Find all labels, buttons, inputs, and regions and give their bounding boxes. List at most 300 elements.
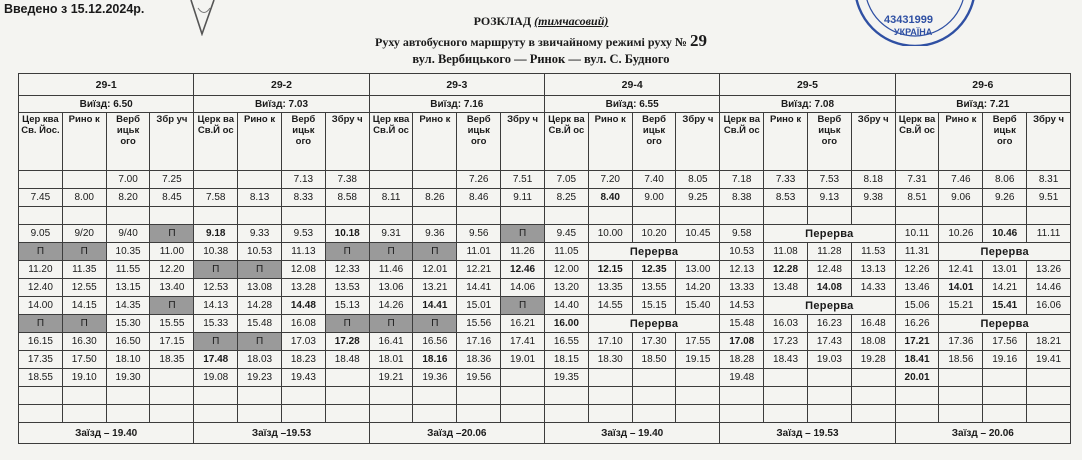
- time-cell: 14.00: [19, 297, 63, 315]
- time-cell: 8.51: [895, 189, 939, 207]
- time-cell: 7.00: [106, 171, 150, 189]
- time-cell: 11.13: [281, 243, 325, 261]
- time-cell: 12.33: [325, 261, 369, 279]
- time-cell: [939, 387, 983, 405]
- end-time: Заїзд –19.53: [194, 423, 369, 444]
- exit-time: Виїзд: 6.50: [19, 96, 194, 113]
- break-label: Перерва: [764, 297, 896, 315]
- time-cell: 8.38: [720, 189, 764, 207]
- schedule-row: [19, 225, 1071, 243]
- time-cell: 10.53: [238, 243, 282, 261]
- time-cell: 16.41: [369, 333, 413, 351]
- time-cell: 18.56: [939, 351, 983, 369]
- time-cell: 8.11: [369, 189, 413, 207]
- time-cell: 10.46: [983, 225, 1027, 243]
- exit-time: Виїзд: 7.08: [720, 96, 895, 113]
- time-cell: 16.26: [895, 315, 939, 333]
- time-cell: 16.30: [62, 333, 106, 351]
- time-cell: 18.43: [764, 351, 808, 369]
- time-cell: 17.48: [194, 351, 238, 369]
- break-cell: П: [238, 261, 282, 279]
- time-cell: [895, 405, 939, 423]
- time-cell: [150, 369, 194, 387]
- time-cell: [1027, 207, 1071, 225]
- time-cell: [325, 207, 369, 225]
- time-cell: 12.13: [720, 261, 764, 279]
- time-cell: 8.46: [457, 189, 501, 207]
- time-cell: 19.21: [369, 369, 413, 387]
- time-cell: 19.36: [413, 369, 457, 387]
- end-time: Заїзд – 19.40: [19, 423, 194, 444]
- stop-name: Церк ва Св.Й ос: [544, 113, 588, 171]
- time-cell: [238, 171, 282, 189]
- time-cell: [501, 405, 545, 423]
- time-cell: [851, 207, 895, 225]
- time-cell: 18.03: [238, 351, 282, 369]
- time-cell: [588, 369, 632, 387]
- schedule-row: [19, 261, 1071, 279]
- time-cell: [764, 387, 808, 405]
- time-cell: 17.03: [281, 333, 325, 351]
- stop-name: Цер ква Св.Й ос: [369, 113, 413, 171]
- exit-time: Виїзд: 6.55: [544, 96, 719, 113]
- time-cell: [194, 405, 238, 423]
- time-cell: 9.18: [194, 225, 238, 243]
- break-label: Перерва: [939, 243, 1071, 261]
- time-cell: 9.26: [983, 189, 1027, 207]
- time-cell: [939, 207, 983, 225]
- time-cell: [588, 387, 632, 405]
- time-cell: [281, 387, 325, 405]
- time-cell: 14.01: [939, 279, 983, 297]
- route-name: 29-2: [194, 74, 369, 96]
- time-cell: [720, 207, 764, 225]
- route-name: 29-1: [19, 74, 194, 96]
- time-cell: 19.28: [851, 351, 895, 369]
- time-cell: 14.53: [720, 297, 764, 315]
- time-cell: [764, 369, 808, 387]
- time-cell: 15.56: [457, 315, 501, 333]
- time-cell: [983, 207, 1027, 225]
- time-cell: 9.31: [369, 225, 413, 243]
- time-cell: 13.28: [281, 279, 325, 297]
- break-cell: П: [413, 315, 457, 333]
- time-cell: 8.20: [106, 189, 150, 207]
- stop-name: Збру ч: [1027, 113, 1071, 171]
- time-cell: 12.20: [150, 261, 194, 279]
- schedule-table: [18, 73, 1071, 444]
- time-cell: [413, 207, 457, 225]
- time-cell: 13.00: [676, 261, 720, 279]
- time-cell: 14.41: [457, 279, 501, 297]
- break-cell: П: [19, 315, 63, 333]
- time-cell: 14.40: [544, 297, 588, 315]
- time-cell: 16.23: [807, 315, 851, 333]
- time-cell: 18.35: [150, 351, 194, 369]
- time-cell: [194, 207, 238, 225]
- time-cell: 17.10: [588, 333, 632, 351]
- time-cell: 7.25: [150, 171, 194, 189]
- route-path: вул. Вербицького — Ринок — вул. С. Будного: [412, 52, 670, 66]
- time-cell: 11.08: [764, 243, 808, 261]
- time-cell: [325, 387, 369, 405]
- time-cell: [544, 207, 588, 225]
- time-cell: 14.48: [281, 297, 325, 315]
- time-cell: 19.10: [62, 369, 106, 387]
- time-cell: 9.25: [676, 189, 720, 207]
- time-cell: [19, 387, 63, 405]
- break-cell: П: [325, 243, 369, 261]
- time-cell: 19.35: [544, 369, 588, 387]
- subtitle-text: Руху автобусного маршруту в звичайному режимі руху №: [375, 35, 687, 49]
- time-cell: [413, 171, 457, 189]
- time-cell: [983, 405, 1027, 423]
- break-cell: П: [194, 333, 238, 351]
- time-cell: 17.56: [983, 333, 1027, 351]
- time-cell: 16.56: [413, 333, 457, 351]
- time-cell: 11.20: [19, 261, 63, 279]
- time-cell: 17.30: [632, 333, 676, 351]
- schedule-row: [19, 189, 1071, 207]
- route-name: 29-5: [720, 74, 895, 96]
- schedule-row: [19, 171, 1071, 189]
- time-cell: 18.36: [457, 351, 501, 369]
- time-cell: 17.43: [807, 333, 851, 351]
- time-cell: 9.33: [238, 225, 282, 243]
- time-cell: 18.23: [281, 351, 325, 369]
- time-cell: [676, 405, 720, 423]
- stop-name: Верб ицьк ого: [632, 113, 676, 171]
- time-cell: [807, 207, 851, 225]
- time-cell: [632, 405, 676, 423]
- time-cell: 11.26: [501, 243, 545, 261]
- time-cell: 14.35: [106, 297, 150, 315]
- time-cell: [106, 207, 150, 225]
- time-cell: 19.30: [106, 369, 150, 387]
- break-cell: П: [194, 261, 238, 279]
- time-cell: 14.08: [807, 279, 851, 297]
- time-cell: 13.21: [413, 279, 457, 297]
- time-cell: 19.08: [194, 369, 238, 387]
- time-cell: 8.00: [62, 189, 106, 207]
- time-cell: 17.50: [62, 351, 106, 369]
- time-cell: 8.25: [544, 189, 588, 207]
- time-cell: 7.45: [19, 189, 63, 207]
- time-cell: 15.41: [983, 297, 1027, 315]
- document-heading: [0, 12, 1082, 68]
- stop-name: Рино к: [764, 113, 808, 171]
- time-cell: 15.15: [632, 297, 676, 315]
- time-cell: [544, 405, 588, 423]
- exit-row: [19, 96, 1071, 113]
- time-cell: 17.28: [325, 333, 369, 351]
- time-cell: [720, 405, 764, 423]
- stop-name: Верб ицьк ого: [457, 113, 501, 171]
- time-cell: [720, 387, 764, 405]
- time-cell: 19.01: [501, 351, 545, 369]
- time-cell: 9.13: [807, 189, 851, 207]
- time-cell: [851, 369, 895, 387]
- time-cell: 12.15: [588, 261, 632, 279]
- route-header-row: [19, 74, 1071, 96]
- stop-name: Цер ква Св. Йос.: [19, 113, 63, 171]
- time-cell: [764, 405, 808, 423]
- time-cell: 19.56: [457, 369, 501, 387]
- time-cell: 17.21: [895, 333, 939, 351]
- schedule-row: [19, 369, 1071, 387]
- time-cell: [369, 207, 413, 225]
- time-cell: [369, 387, 413, 405]
- time-cell: 11.05: [544, 243, 588, 261]
- time-cell: 12.48: [807, 261, 851, 279]
- route-name: 29-4: [544, 74, 719, 96]
- stop-name: Церк ва Св.Й ос: [720, 113, 764, 171]
- time-cell: 18.01: [369, 351, 413, 369]
- schedule-row: [19, 297, 1071, 315]
- break-cell: П: [238, 333, 282, 351]
- time-cell: 19.03: [807, 351, 851, 369]
- time-cell: 10.53: [720, 243, 764, 261]
- time-cell: 14.55: [588, 297, 632, 315]
- time-cell: 18.50: [632, 351, 676, 369]
- time-cell: [238, 207, 282, 225]
- time-cell: 8.53: [764, 189, 808, 207]
- time-cell: 13.48: [764, 279, 808, 297]
- end-time: Заїзд – 19.40: [544, 423, 719, 444]
- time-cell: 14.26: [369, 297, 413, 315]
- schedule-row: [19, 279, 1071, 297]
- stop-name: Верб ицьк ого: [281, 113, 325, 171]
- time-cell: 9.38: [851, 189, 895, 207]
- time-cell: [281, 405, 325, 423]
- time-cell: 9.51: [1027, 189, 1071, 207]
- time-cell: 13.46: [895, 279, 939, 297]
- time-cell: 13.20: [544, 279, 588, 297]
- time-cell: 17.16: [457, 333, 501, 351]
- time-cell: [457, 405, 501, 423]
- time-cell: 7.40: [632, 171, 676, 189]
- time-cell: [895, 207, 939, 225]
- exit-time: Виїзд: 7.03: [194, 96, 369, 113]
- time-cell: 15.06: [895, 297, 939, 315]
- time-cell: [62, 405, 106, 423]
- time-cell: [106, 387, 150, 405]
- time-cell: 12.40: [19, 279, 63, 297]
- time-cell: 16.21: [501, 315, 545, 333]
- stop-name: Церк ва Св.Й ос: [194, 113, 238, 171]
- time-cell: 16.55: [544, 333, 588, 351]
- time-cell: 18.48: [325, 351, 369, 369]
- time-cell: 12.01: [413, 261, 457, 279]
- time-cell: 15.30: [106, 315, 150, 333]
- time-cell: 7.46: [939, 171, 983, 189]
- time-cell: 18.28: [720, 351, 764, 369]
- schedule-row: [19, 351, 1071, 369]
- end-row: [19, 423, 1071, 444]
- time-cell: 13.26: [1027, 261, 1071, 279]
- time-cell: [1027, 405, 1071, 423]
- time-cell: 13.06: [369, 279, 413, 297]
- time-cell: 13.35: [588, 279, 632, 297]
- stop-name: Рино к: [939, 113, 983, 171]
- time-cell: 12.00: [544, 261, 588, 279]
- break-cell: П: [62, 315, 106, 333]
- time-cell: 15.13: [325, 297, 369, 315]
- time-cell: 15.40: [676, 297, 720, 315]
- time-cell: 19.23: [238, 369, 282, 387]
- time-cell: 10.11: [895, 225, 939, 243]
- time-cell: [501, 207, 545, 225]
- time-cell: 7.05: [544, 171, 588, 189]
- time-cell: 8.18: [851, 171, 895, 189]
- time-cell: [194, 387, 238, 405]
- time-cell: 11.28: [807, 243, 851, 261]
- time-cell: 17.23: [764, 333, 808, 351]
- time-cell: 17.55: [676, 333, 720, 351]
- time-cell: 9/40: [106, 225, 150, 243]
- time-cell: 7.31: [895, 171, 939, 189]
- time-cell: 10.18: [325, 225, 369, 243]
- time-cell: 11.11: [1027, 225, 1071, 243]
- time-cell: 14.15: [62, 297, 106, 315]
- time-cell: [238, 405, 282, 423]
- route-number: 29: [689, 31, 707, 50]
- time-cell: 9.05: [19, 225, 63, 243]
- time-cell: [632, 387, 676, 405]
- schedule-row: [19, 387, 1071, 405]
- time-cell: 13.55: [632, 279, 676, 297]
- time-cell: [764, 207, 808, 225]
- time-cell: [19, 405, 63, 423]
- stop-name: Рино к: [588, 113, 632, 171]
- time-cell: [676, 369, 720, 387]
- time-cell: 13.01: [983, 261, 1027, 279]
- time-cell: 14.28: [238, 297, 282, 315]
- time-cell: 17.36: [939, 333, 983, 351]
- title-note: (тимчасовий): [534, 14, 609, 28]
- stamp-digits: 43431999: [884, 14, 933, 26]
- time-cell: 12.35: [632, 261, 676, 279]
- time-cell: [19, 207, 63, 225]
- time-cell: 12.21: [457, 261, 501, 279]
- time-cell: 9.06: [939, 189, 983, 207]
- break-cell: П: [413, 243, 457, 261]
- time-cell: 13.40: [150, 279, 194, 297]
- end-time: Заїзд – 20.06: [895, 423, 1070, 444]
- time-cell: [501, 369, 545, 387]
- time-cell: [983, 387, 1027, 405]
- time-cell: 14.41: [413, 297, 457, 315]
- time-cell: [457, 207, 501, 225]
- time-cell: [807, 369, 851, 387]
- time-cell: 13.08: [238, 279, 282, 297]
- time-cell: 17.35: [19, 351, 63, 369]
- time-cell: 8.13: [238, 189, 282, 207]
- time-cell: [895, 387, 939, 405]
- time-cell: 7.58: [194, 189, 238, 207]
- route-name: 29-3: [369, 74, 544, 96]
- break-cell: П: [19, 243, 63, 261]
- time-cell: [588, 405, 632, 423]
- time-cell: 17.08: [720, 333, 764, 351]
- time-cell: 9/20: [62, 225, 106, 243]
- stop-name: Збру ч: [501, 113, 545, 171]
- time-cell: 18.55: [19, 369, 63, 387]
- time-cell: [501, 387, 545, 405]
- break-cell: П: [369, 243, 413, 261]
- time-cell: [939, 369, 983, 387]
- time-cell: [807, 387, 851, 405]
- time-cell: [62, 387, 106, 405]
- time-cell: 12.28: [764, 261, 808, 279]
- break-cell: П: [501, 225, 545, 243]
- break-cell: П: [150, 225, 194, 243]
- time-cell: [413, 387, 457, 405]
- time-cell: 11.31: [895, 243, 939, 261]
- end-time: Заїзд –20.06: [369, 423, 544, 444]
- time-cell: 8.05: [676, 171, 720, 189]
- time-cell: [281, 207, 325, 225]
- time-cell: 10.45: [676, 225, 720, 243]
- time-cell: [544, 387, 588, 405]
- schedule-title: [0, 12, 1082, 30]
- time-cell: 13.13: [851, 261, 895, 279]
- time-cell: [939, 405, 983, 423]
- time-cell: 7.53: [807, 171, 851, 189]
- time-cell: 7.51: [501, 171, 545, 189]
- time-cell: [632, 369, 676, 387]
- stop-name: Збру ч: [676, 113, 720, 171]
- time-cell: 13.15: [106, 279, 150, 297]
- time-cell: 11.01: [457, 243, 501, 261]
- schedule-row: [19, 405, 1071, 423]
- stamp-text: УКРАЇНА: [894, 27, 933, 37]
- time-cell: [150, 207, 194, 225]
- schedule-row: [19, 243, 1071, 261]
- break-cell: П: [62, 243, 106, 261]
- time-cell: [238, 387, 282, 405]
- stop-name: Рино к: [62, 113, 106, 171]
- time-cell: [807, 405, 851, 423]
- time-cell: 18.08: [851, 333, 895, 351]
- time-cell: 8.40: [588, 189, 632, 207]
- time-cell: 10.00: [588, 225, 632, 243]
- schedule-row: [19, 333, 1071, 351]
- time-cell: 14.13: [194, 297, 238, 315]
- time-cell: 15.55: [150, 315, 194, 333]
- time-cell: 8.31: [1027, 171, 1071, 189]
- time-cell: 9.11: [501, 189, 545, 207]
- exit-time: Виїзд: 7.21: [895, 96, 1070, 113]
- time-cell: [19, 171, 63, 189]
- time-cell: 9.56: [457, 225, 501, 243]
- time-cell: 19.48: [720, 369, 764, 387]
- time-cell: 12.26: [895, 261, 939, 279]
- time-cell: 15.48: [238, 315, 282, 333]
- time-cell: 13.53: [325, 279, 369, 297]
- break-label: Перерва: [588, 315, 720, 333]
- time-cell: 18.30: [588, 351, 632, 369]
- stop-name: Верб ицьк ого: [106, 113, 150, 171]
- stop-name: Збру ч: [325, 113, 369, 171]
- stop-name: Збру ч: [851, 113, 895, 171]
- time-cell: [588, 207, 632, 225]
- stop-name: Верб ицьк ого: [983, 113, 1027, 171]
- time-cell: 14.06: [501, 279, 545, 297]
- time-cell: 9.58: [720, 225, 764, 243]
- break-cell: П: [325, 315, 369, 333]
- time-cell: 13.33: [720, 279, 764, 297]
